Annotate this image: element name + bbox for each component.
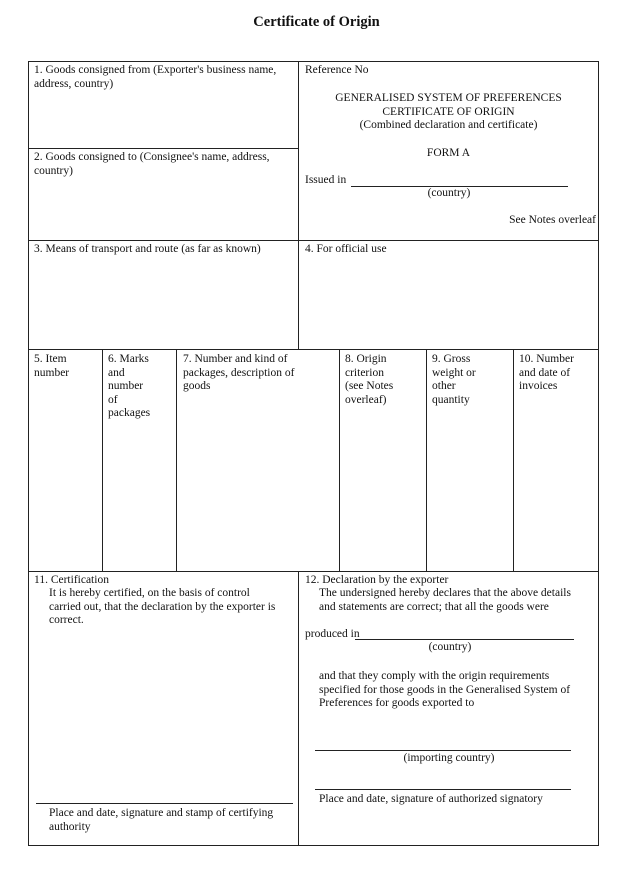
col-5-item-number: 5. Item number [34,353,70,379]
box-12-title: 12. Declaration by the exporter [305,574,449,586]
divider-goods-bottom [29,571,598,572]
notes-overleaf: See Notes overleaf [509,214,596,226]
box-12-text: The undersigned hereby declares that the above details and statements are correct; that all the goods were [319,587,571,613]
box-12-signature-line[interactable] [315,789,571,790]
comply-text: and that they comply with the origin requirements specified for those goods in the Generalised System of Preferences for goods exported to [319,670,571,709]
divider-box1-box2 [29,148,298,149]
box-4-official-use: 4. For official use [305,243,387,255]
reference-number-label: Reference No [305,64,369,76]
gsp-heading: GENERALISED SYSTEM OF PREFERENCES CERTIFICATE OF ORIGIN (Combined declaration and certificate) [335,92,562,131]
col-10-invoices: 10. Number and date of invoices [519,353,574,392]
divider-main-lower [298,571,299,845]
col-8-origin-criterion: 8. Origin criterion (see Notes overleaf) [345,353,394,406]
importing-country-line[interactable] [315,750,571,751]
divider-col8-col9 [426,349,427,571]
issued-in-label: Issued in [305,174,347,186]
box-11-signature-caption: Place and date, signature and stamp of certifying authority [49,807,274,833]
divider-col7-col8 [339,349,340,571]
importing-country-caption: (importing country) [403,752,495,764]
col-9-gross-weight: 9. Gross weight or other quantity [432,353,476,406]
produced-in-line[interactable] [355,639,574,640]
divider-col6-col7 [176,349,177,571]
divider-col9-col10 [513,349,514,571]
divider-col5-col6 [102,349,103,571]
col-6-marks-packages: 6. Marks and number of packages [108,353,151,419]
box-2-goods-consigned-to: 2. Goods consigned to (Consignee's name, address, country) [34,151,270,177]
box-3-transport-route: 3. Means of transport and route (as far as known) [34,243,261,255]
box-1-goods-consigned-from: 1. Goods consigned from (Exporter's business name, address, country) [34,64,277,90]
col-7-description: 7. Number and kind of packages, description of goods [183,353,295,392]
page-title: Certificate of Origin [253,14,380,30]
box-11-signature-line[interactable] [36,803,293,804]
divider-upper-row3 [29,240,598,241]
form-a-label: FORM A [426,147,471,159]
box-11-title: 11. Certification [34,574,109,586]
produced-in-label: produced in [305,628,360,640]
box-11-text: It is hereby certified, on the basis of control carried out, that the declaration by the exporter is correct. [49,587,276,626]
issued-country-caption: (country) [427,187,471,199]
produced-country-caption: (country) [428,641,472,653]
box-12-signature-caption: Place and date, signature of authorized signatory [319,793,543,805]
